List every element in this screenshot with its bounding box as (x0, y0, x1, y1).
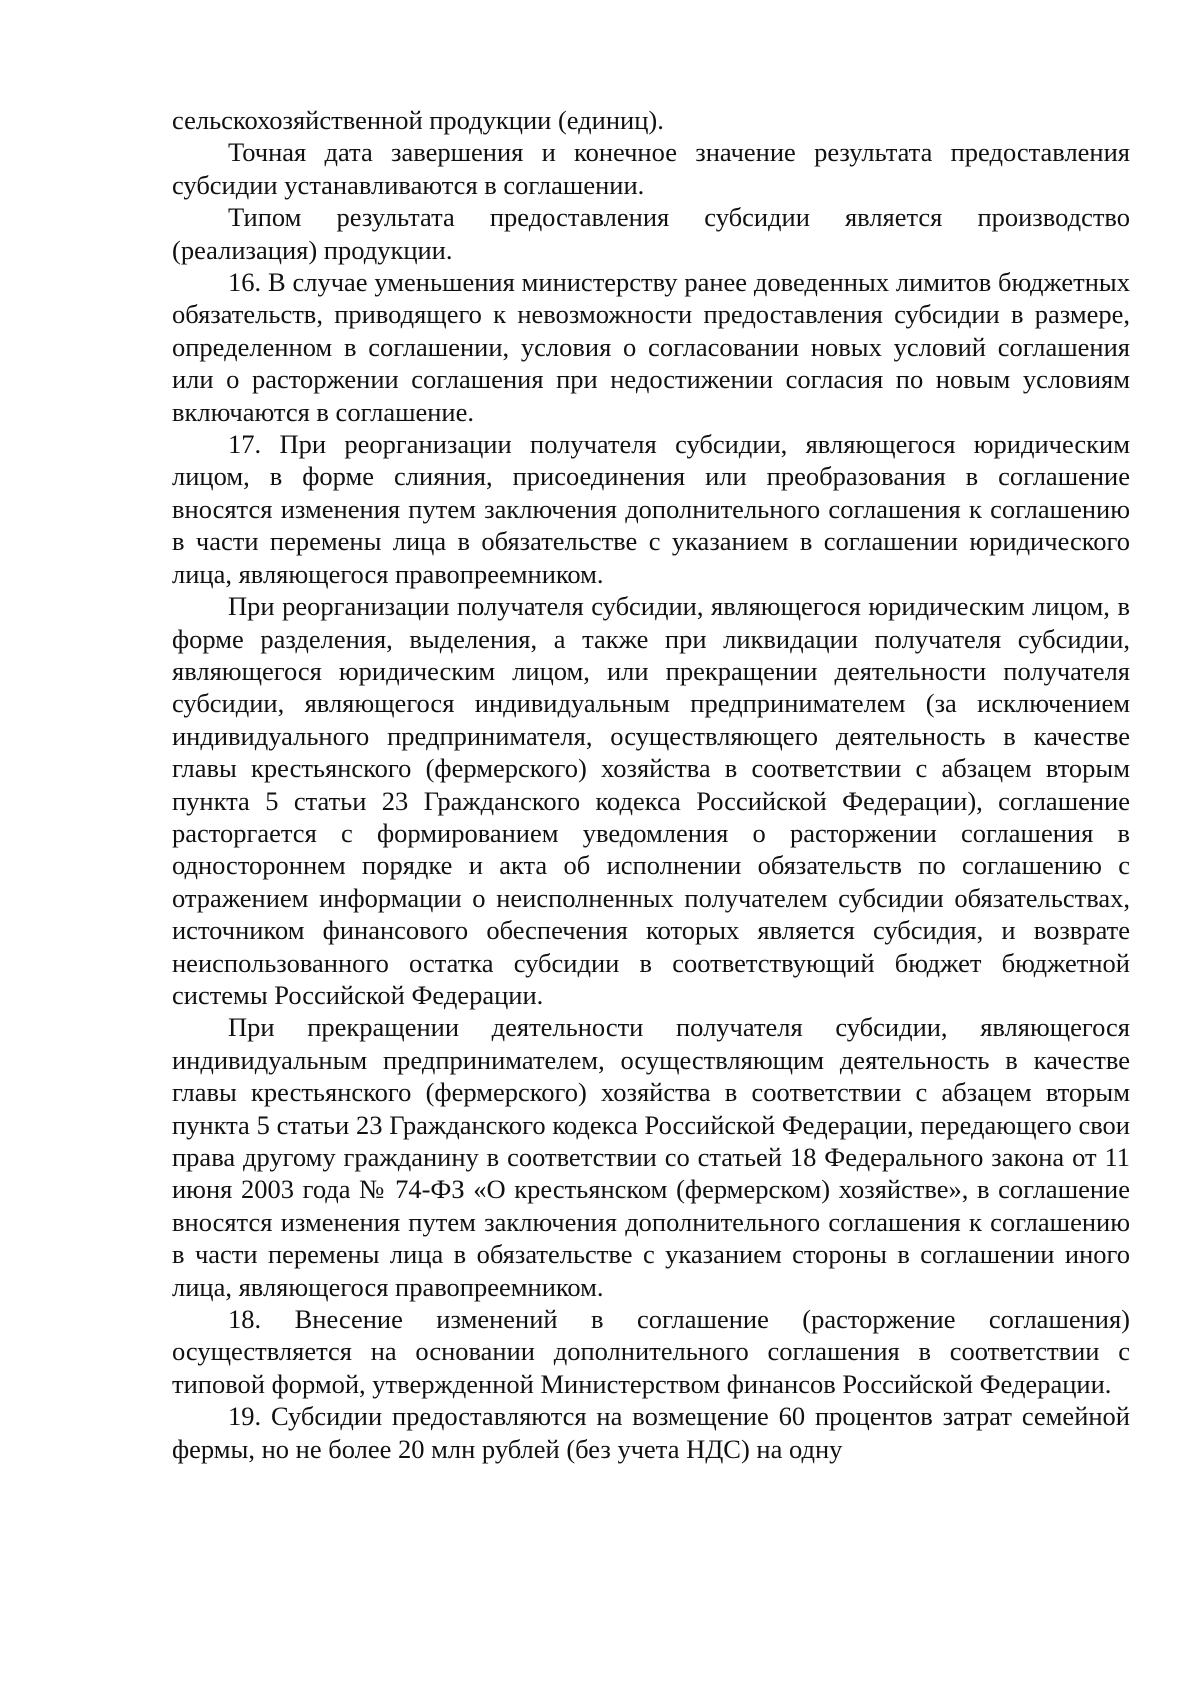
paragraph-clause-17: 17. При реорганизации получателя субсидии, являющегося юридическим лицом, в форме слияния, присоединения или преобразования в соглашение вносятся изменения путем заключения дополнительного соглашения к соглашению в части перемены лица в обязательстве с указанием в соглашении юридического лица, являющегося правопреемником. (172, 429, 1130, 589)
paragraph-clause-16: 16. В случае уменьшения министерству ранее доведенных лимитов бюджетных обязательств, приводящего к невозможности предоставления субсидии в размере, определенном в соглашении, условия о согласовании новых условий соглашения или о расторжении соглашения при недостижении согласия по новым условиям включаются в соглашение. (172, 267, 1130, 427)
document-page (172, 104, 1130, 1465)
paragraph-clause-19: 19. Субсидии предоставляются на возмещение 60 процентов затрат семейной фермы, но не более 20 млн рублей (без учета НДС) на одну (172, 1401, 1130, 1464)
paragraph-result-type: Типом результата предоставления субсидии является производство (реализация) продукции. (172, 202, 1130, 265)
paragraph-farm-head-transfer: При прекращении деятельности получателя субсидии, являющегося индивидуальным предпринимателем, осуществляющим деятельность в качестве главы крестьянского (фермерского) хозяйства в соответствии с абзацем вторым пункта 5 статьи 23 Гражданского кодекса Российской Федерации, передающего свои права другому гражданину в соответствии со статьей 18 Федерального закона от 11 июня 2003 года № 74-ФЗ «О крестьянском (фермерском) хозяйстве», в соглашение вносятся изменения путем заключения дополнительного соглашения к соглашению в части перемены лица в обязательстве с указанием стороны в соглашении иного лица, являющегося правопреемником. (172, 1012, 1130, 1302)
paragraph-reorganization-termination: При реорганизации получателя субсидии, являющегося юридическим лицом, в форме разделения, выделения, а также при ликвидации получателя субсидии, являющегося юридическим лицом, или прекращении деятельности получателя субсидии, являющегося индивидуальным предпринимателем (за исключением индивидуального предпринимателя, осуществляющего деятельность в качестве главы крестьянского (фермерского) хозяйства в соответствии с абзацем вторым пункта 5 статьи 23 Гражданского кодекса Российской Федерации), соглашение расторгается с формированием уведомления о расторжении соглашения в одностороннем порядке и акта об исполнении обязательств по соглашению с отражением информации о неисполненных получателем субсидии обязательствах, источником финансового обеспечения которых является субсидия, и возврате неиспользованного остатка субсидии в соответствующий бюджет бюджетной системы Российской Федерации. (172, 591, 1130, 1010)
paragraph-continuation: сельскохозяйственной продукции (единиц). (172, 105, 664, 135)
paragraph-clause-18: 18. Внесение изменений в соглашение (расторжение соглашения) осуществляется на основании дополнительного соглашения в соответствии с типовой формой, утвержденной Министерством финансов Российской Федерации. (172, 1304, 1130, 1399)
paragraph-result-date: Точная дата завершения и конечное значение результата предоставления субсидии устанавливаются в соглашении. (172, 137, 1130, 200)
